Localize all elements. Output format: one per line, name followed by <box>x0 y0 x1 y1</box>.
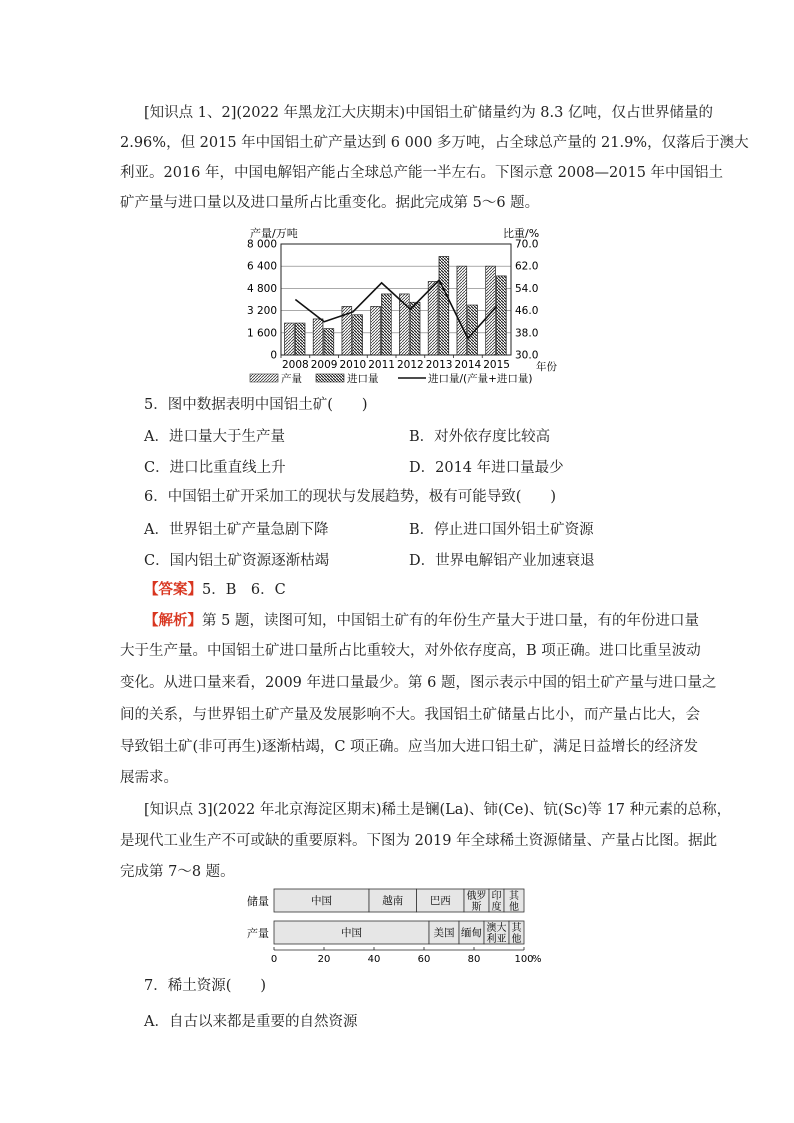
ytick-right: 46.0 <box>515 305 539 318</box>
answer-line <box>144 580 286 600</box>
bar-production <box>371 306 381 355</box>
xlabel: 年份 <box>536 361 557 373</box>
xtick-label: 40 <box>367 954 381 965</box>
analysis-line-1 <box>144 611 699 631</box>
bar-import <box>381 294 391 355</box>
xtick-label: 2013 <box>425 359 453 371</box>
ylabel-left: 产量/万吨 <box>250 227 298 240</box>
ytick-right: 30.0 <box>515 349 539 362</box>
xtick-label: 100 <box>514 954 534 965</box>
q7-stem: 7．稀土资源( ) <box>144 978 267 994</box>
answer-text: 5．B 6．C <box>202 582 286 598</box>
legend-swatch-production <box>250 374 278 382</box>
intro1-line-1: [知识点 1、2](2022 年黑龙江大庆期末)中国铝土矿储量约为 8.3 亿吨，仅占世界储量的 <box>144 105 713 121</box>
row-label-reserve: 储量 <box>247 895 269 908</box>
analysis-line-5: 导致铝土矿(非可再生)逐渐枯竭，C 项正确。应当加大进口铝土矿，满足日益增长的经济发 <box>120 739 699 755</box>
analysis-line-6: 展需求。 <box>120 770 178 786</box>
legend-swatch-import <box>316 374 344 382</box>
bar-import <box>439 256 449 355</box>
intro2-line-3: 完成第 7～8 题。 <box>120 864 235 880</box>
legend-label-import: 进口量 <box>347 373 379 385</box>
segment-label: 俄罗 <box>466 891 487 902</box>
segment-label: 巴西 <box>429 895 451 907</box>
x-unit: % <box>532 954 542 965</box>
q6-option-b: B．停止进口国外铝土矿资源 <box>409 522 594 538</box>
bar-import <box>410 302 420 355</box>
legend-label-ratio: 进口量/(产量+进口量) <box>428 373 533 385</box>
xtick-label: 0 <box>270 954 278 965</box>
xtick-label: 2011 <box>368 359 395 371</box>
q6-stem: 6．中国铝土矿开采加工的现状与发展趋势，极有可能导致( ) <box>144 489 557 505</box>
segment-label: 利亚 <box>486 934 507 945</box>
intro1-line-3: 利亚。2016 年，中国电解铝产能占全球总产能一半左右。下图示意 2008—2015 年中国铝土 <box>120 165 724 181</box>
segment-label: 度 <box>491 902 502 913</box>
bar-production <box>486 266 496 355</box>
q5-option-a: A．进口量大于生产量 <box>144 429 285 445</box>
q5-stem: 5．图中数据表明中国铝土矿( ) <box>144 397 368 413</box>
analysis-line-2: 大于生产量。中国铝土矿进口量所占比重较大，对外依存度高，B 项正确。进口比重呈波动 <box>120 643 701 659</box>
q7-option-a: A．自古以来都是重要的自然资源 <box>144 1014 358 1030</box>
rare-earth-chart <box>0 885 794 965</box>
segment-label: 越南 <box>382 895 404 907</box>
ytick-right: 54.0 <box>515 282 539 295</box>
bauxite-chart <box>0 225 794 395</box>
intro2-line-1: [知识点 3](2022 年北京海淀区期末)稀土是镧(La)、铈(Ce)、钪(Sc)等 17 种元素的总称， <box>144 802 732 818</box>
segment-label: 他 <box>511 934 522 945</box>
xtick-label: 20 <box>317 954 331 965</box>
answer-tag: 【答案】 <box>144 581 202 598</box>
xtick-label: 80 <box>467 954 481 965</box>
xtick-label: 2014 <box>454 359 482 371</box>
bar-import <box>496 276 506 355</box>
legend-label-production: 产量 <box>281 373 302 385</box>
segment-label: 中国 <box>311 895 332 907</box>
ytick-left: 8 000 <box>246 238 277 251</box>
segment-label: 他 <box>509 902 519 913</box>
intro2-line-2: 是现代工业生产不可或缺的重要原料。下图为 2019 年全球稀土资源储量、产量占比图。据此 <box>120 833 718 849</box>
bar-production <box>428 281 438 355</box>
xtick-label: 2015 <box>483 359 510 371</box>
q5-option-b: B．对外依存度比较高 <box>409 429 551 445</box>
bar-import <box>353 315 363 355</box>
ytick-left: 1 600 <box>246 327 277 340</box>
bar-production <box>284 323 294 355</box>
ytick-right: 62.0 <box>515 260 539 273</box>
segment-label: 中国 <box>341 927 362 939</box>
ytick-left: 4 800 <box>246 282 277 295</box>
xtick-label: 2009 <box>310 359 338 371</box>
xtick-label: 2010 <box>339 359 367 371</box>
q6-option-c: C．国内铝土矿资源逐渐枯竭 <box>144 553 330 569</box>
row-label-production: 产量 <box>247 927 269 940</box>
q5-option-c: C．进口比重直线上升 <box>144 460 286 476</box>
xtick-label: 60 <box>417 954 431 965</box>
bar-import <box>295 323 305 355</box>
ytick-left: 3 200 <box>246 305 277 318</box>
segment-label: 印 <box>491 891 502 902</box>
segment-label: 美国 <box>433 927 455 939</box>
xtick-label: 2008 <box>282 359 309 371</box>
q6-option-a: A．世界铝土矿产量急剧下降 <box>144 522 329 538</box>
ytick-left: 0 <box>270 349 277 362</box>
intro1-line-4: 矿产量与进口量以及进口量所占比重变化。据此完成第 5～6 题。 <box>120 195 540 211</box>
analysis-line-3: 变化。从进口量来看，2009 年进口量最少。第 6 题，图示表示中国的铝土矿产量与进口量之 <box>120 675 717 691</box>
segment-label: 其 <box>509 891 519 902</box>
analysis-text-1: 第 5 题，读图可知，中国铝土矿有的年份生产量大于进口量，有的年份进口量 <box>202 613 699 629</box>
analysis-line-4: 间的关系，与世界铝土矿产量及发展影响不大。我国铝土矿储量占比小，而产量占比大，会 <box>120 707 700 723</box>
bar-production <box>457 266 467 355</box>
intro1-line-2: 2.96%，但 2015 年中国铝土矿产量达到 6 000 多万吨，占全球总产量的 21.9%，仅落后于澳大 <box>120 135 749 151</box>
bar-import <box>324 329 334 355</box>
segment-label: 其 <box>511 923 522 934</box>
analysis-tag: 【解析】 <box>144 612 202 629</box>
bar-production <box>313 319 323 355</box>
ylabel-right: 比重/% <box>503 227 540 240</box>
segment-label: 斯 <box>471 902 482 913</box>
q5-option-d: D．2014 年进口量最少 <box>409 460 564 476</box>
ytick-left: 6 400 <box>246 260 277 273</box>
xtick-label: 2012 <box>397 359 424 371</box>
q6-option-d: D．世界电解铝产业加速衰退 <box>409 553 595 569</box>
segment-label: 缅甸 <box>461 927 482 939</box>
ytick-right: 38.0 <box>515 327 539 340</box>
ytick-right: 70.0 <box>515 238 539 251</box>
segment-label: 澳大 <box>486 923 507 934</box>
